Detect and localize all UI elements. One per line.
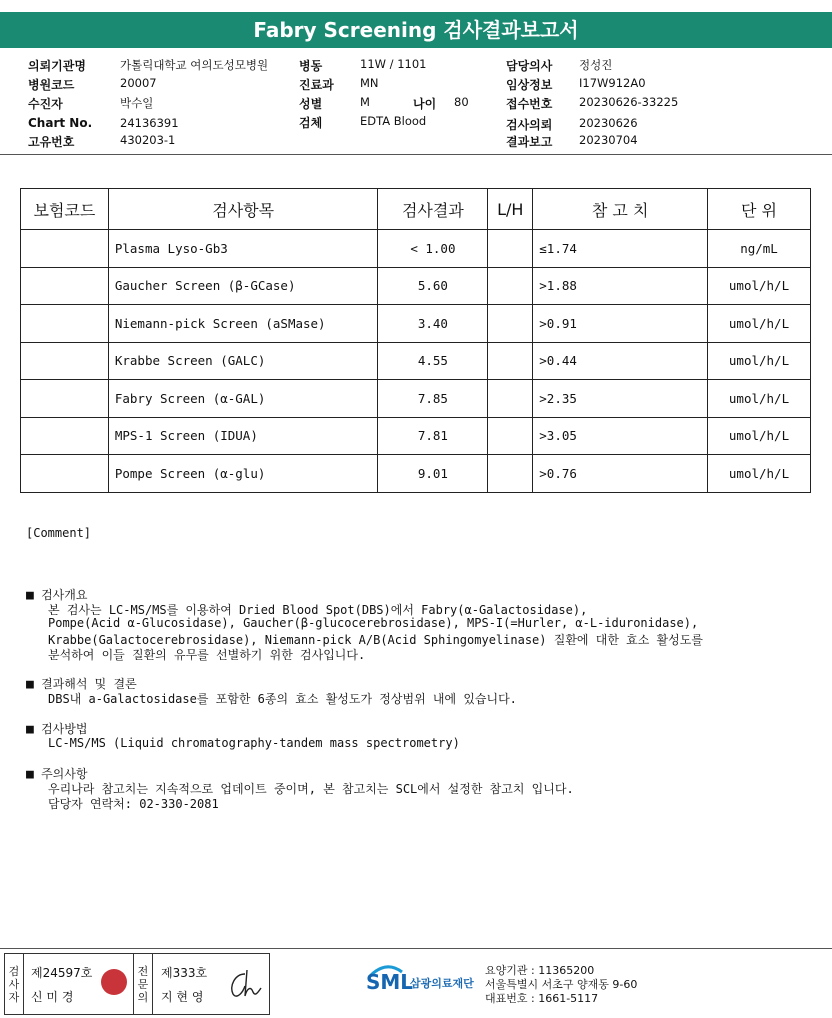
cell-lh — [488, 230, 533, 268]
cell-unit: umol/h/L — [708, 417, 811, 455]
section-line: 본 검사는 LC-MS/MS를 이용하여 Dried Blood Spot(DBS)에서 Fabry(α-Galactosidase), — [48, 603, 588, 617]
cell-code — [21, 455, 109, 493]
square-bullet-icon: ■ — [26, 677, 34, 692]
cell-item: Fabry Screen (α-GAL) — [108, 380, 378, 418]
cell-lh — [488, 417, 533, 455]
comment-heading: [Comment] — [26, 526, 92, 540]
cell-unit: umol/h/L — [708, 455, 811, 493]
header-divider — [0, 154, 832, 155]
logo-text: SML — [366, 970, 414, 994]
address: 서울특별시 서초구 양재동 9-60 — [485, 978, 638, 991]
specialist-name: 지 현 영 — [161, 990, 204, 1004]
value-hospital-code: 20007 — [120, 76, 157, 90]
cell-result: 5.60 — [378, 267, 488, 305]
header-unit: 단 위 — [708, 189, 811, 230]
label-ward: 병동 — [299, 59, 323, 73]
section-line: 우리나라 참고치는 지속적으로 업데이트 중이며, 본 참고치는 SCL에서 설정한 참고치 입니다. — [48, 782, 574, 796]
cell-reference: ≤1.74 — [533, 230, 708, 268]
cell-reference: >1.88 — [533, 267, 708, 305]
value-patient: 박수일 — [120, 96, 154, 110]
logo-org: 삼광의료재단 — [410, 977, 474, 990]
main-phone: 대표번호 : 1661-5117 — [485, 992, 599, 1005]
value-institution: 가톨릭대학교 여의도성모병원 — [120, 58, 269, 72]
table-row — [21, 305, 811, 343]
cell-code — [21, 342, 109, 380]
cell-reference: >0.44 — [533, 342, 708, 380]
examiner-label: 검 사 자 — [5, 954, 24, 1014]
cell-lh — [488, 455, 533, 493]
section-line: Krabbe(Galactocerebrosidase), Niemann-pick A/B(Acid Sphingomyelinase) 질환에 대한 효소 활성도를 — [48, 633, 703, 647]
signature-box — [4, 953, 270, 1015]
cell-lh — [488, 380, 533, 418]
table-row — [21, 380, 811, 418]
section-title: 검사개요 — [41, 588, 88, 602]
section-method-title — [26, 720, 87, 737]
cell-lh — [488, 267, 533, 305]
cell-result: 3.40 — [378, 305, 488, 343]
label-specimen: 검체 — [299, 116, 323, 130]
value-ward: 11W / 1101 — [360, 57, 427, 71]
cell-code — [21, 380, 109, 418]
value-report-date: 20230704 — [579, 133, 638, 147]
value-request-date: 20230626 — [579, 116, 638, 130]
label-patient: 수진자 — [28, 97, 63, 111]
header-result: 검사결과 — [378, 189, 488, 230]
table-row — [21, 342, 811, 380]
results-table — [20, 188, 811, 493]
value-clinical-info: I17W912A0 — [579, 76, 646, 90]
cell-reference: >2.35 — [533, 380, 708, 418]
header-lh: L/H — [488, 189, 533, 230]
label-receipt-no: 접수번호 — [506, 97, 553, 111]
cell-unit: umol/h/L — [708, 380, 811, 418]
value-doctor: 정성진 — [579, 58, 613, 72]
specialist-number: 제333호 — [161, 966, 208, 980]
cell-code — [21, 230, 109, 268]
table-row — [21, 267, 811, 305]
section-title: 결과해석 및 결론 — [41, 677, 137, 691]
section-line: DBS내 a-Galactosidase를 포함한 6종의 효소 활성도가 정상범위 내에 있습니다. — [48, 692, 517, 706]
section-line: 분석하여 이들 질환의 유무를 선별하기 위한 검사입니다. — [48, 648, 366, 662]
value-department: MN — [360, 76, 379, 90]
report-title: Fabry Screening 검사결과보고서 — [0, 12, 832, 48]
label-sex: 성별 — [299, 97, 323, 111]
cell-unit: ng/mL — [708, 230, 811, 268]
examiner-name: 신 미 경 — [31, 990, 74, 1004]
cell-unit: umol/h/L — [708, 305, 811, 343]
cell-result: 4.55 — [378, 342, 488, 380]
cell-reference: >0.76 — [533, 455, 708, 493]
cell-code — [21, 305, 109, 343]
cell-result: 7.81 — [378, 417, 488, 455]
value-chart-no: 24136391 — [120, 116, 179, 130]
cell-reference: >0.91 — [533, 305, 708, 343]
cell-item: Krabbe Screen (GALC) — [108, 342, 378, 380]
cell-unit: umol/h/L — [708, 342, 811, 380]
cell-item: Pompe Screen (α-glu) — [108, 455, 378, 493]
section-line: Pompe(Acid α-Glucosidase), Gaucher(β-glucocerebrosidase), MPS-I(=Hurler, α-L-iduronidase), — [48, 616, 699, 630]
cell-item: Niemann-pick Screen (aSMase) — [108, 305, 378, 343]
label-department: 진료과 — [299, 78, 334, 92]
label-unique-no: 고유번호 — [28, 135, 75, 149]
label-clinical-info: 임상정보 — [506, 78, 553, 92]
header-reference: 참 고 치 — [533, 189, 708, 230]
table-row — [21, 230, 811, 268]
value-specimen: EDTA Blood — [360, 114, 427, 128]
footer-divider — [0, 948, 832, 949]
cell-unit: umol/h/L — [708, 267, 811, 305]
header-insurance-code: 보험코드 — [21, 189, 109, 230]
label-age: 나이 — [413, 97, 437, 111]
label-institution: 의뢰기관명 — [28, 59, 86, 73]
square-bullet-icon: ■ — [26, 722, 34, 737]
label-request-date: 검사의뢰 — [506, 118, 553, 132]
label-doctor: 담당의사 — [506, 59, 553, 73]
examiner-number: 제24597호 — [31, 966, 93, 980]
value-receipt-no: 20230626-33225 — [579, 95, 679, 109]
cell-reference: >3.05 — [533, 417, 708, 455]
cell-lh — [488, 305, 533, 343]
table-header-row — [21, 189, 811, 230]
label-chart-no: Chart No. — [28, 116, 93, 130]
cell-result: 9.01 — [378, 455, 488, 493]
cell-result: 7.85 — [378, 380, 488, 418]
cell-code — [21, 267, 109, 305]
label-hospital-code: 병원코드 — [28, 78, 75, 92]
square-bullet-icon: ■ — [26, 767, 34, 782]
cell-item: Gaucher Screen (β-GCase) — [108, 267, 378, 305]
specialist-label: 전 문 의 — [133, 954, 153, 1014]
cell-result: < 1.00 — [378, 230, 488, 268]
square-bullet-icon: ■ — [26, 588, 34, 603]
section-title: 검사방법 — [41, 722, 88, 736]
cell-item: MPS-1 Screen (IDUA) — [108, 417, 378, 455]
section-title: 주의사항 — [41, 767, 88, 781]
institution-code: 요양기관 : 11365200 — [485, 964, 595, 977]
label-report-date: 결과보고 — [506, 135, 553, 149]
section-line: 담당자 연락처: 02-330-2081 — [48, 797, 219, 811]
value-age: 80 — [454, 95, 469, 109]
cell-lh — [488, 342, 533, 380]
examiner-seal-icon — [101, 969, 127, 995]
signature-icon — [223, 966, 267, 1004]
table-row — [21, 417, 811, 455]
cell-item: Plasma Lyso-Gb3 — [108, 230, 378, 268]
value-sex: M — [360, 95, 370, 109]
section-line: LC-MS/MS (Liquid chromatography-tandem mass spectrometry) — [48, 736, 460, 750]
header-test-item: 검사항목 — [108, 189, 378, 230]
value-unique-no: 430203-1 — [120, 133, 176, 147]
cell-code — [21, 417, 109, 455]
table-row — [21, 455, 811, 493]
